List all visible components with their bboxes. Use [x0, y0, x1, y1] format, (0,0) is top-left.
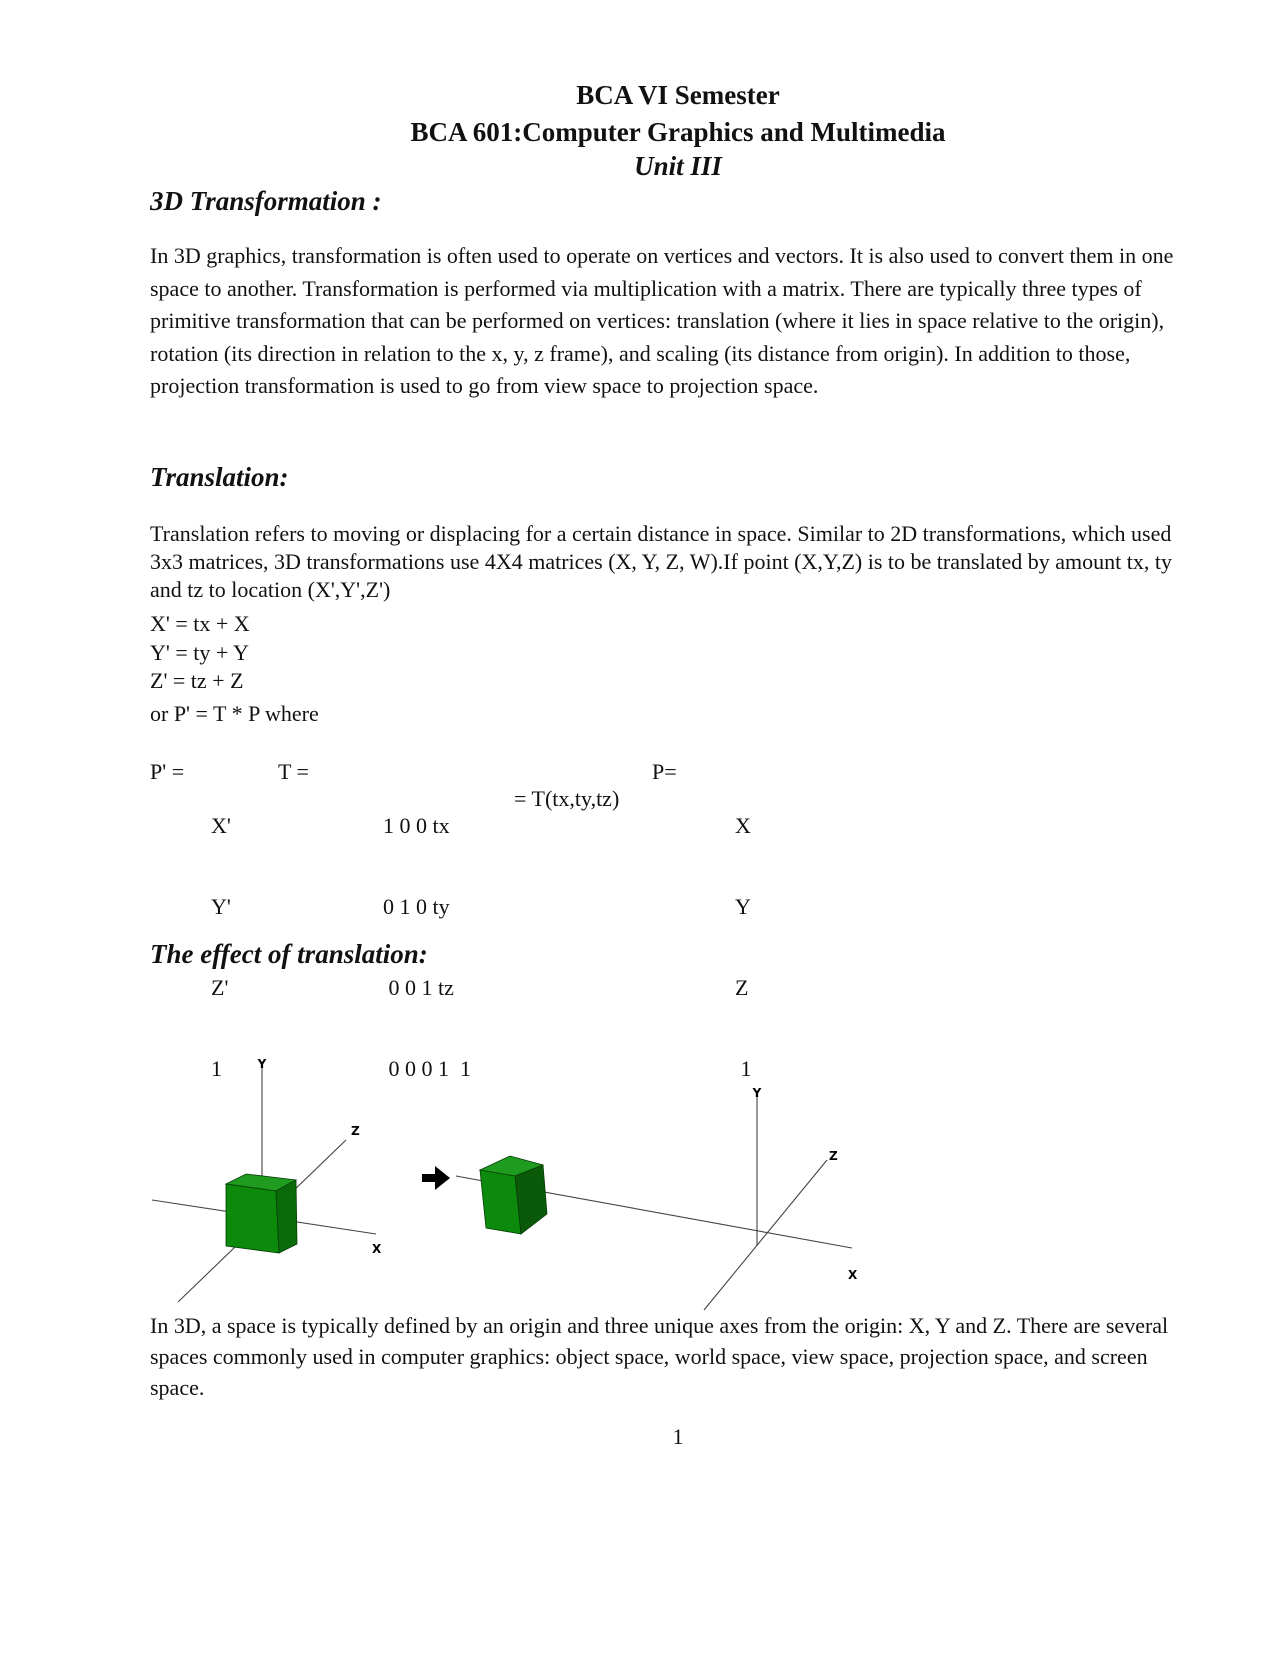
left-cube: [226, 1174, 297, 1253]
right-z-axis: [704, 1160, 827, 1310]
equation-x: X' = tx + X: [150, 611, 250, 636]
right-x-label: X: [848, 1268, 858, 1282]
translation-paragraph: Translation refers to moving or displacing for a certain distance in space. Similar to 2D transformations, which used 3x3 matrices, 3D transformations use 4X4 matrices (X, Y, Z, W).If point (X,Y,Z) is to be translated by amount tx, ty and tz to location (X',Y',Z'): [150, 521, 1172, 602]
transformation-paragraph: In 3D graphics, transformation is often used to operate on vertices and vectors. It is also used to convert them in one space to another. Transformation is performed via multiplication with a matrix. There are typically three types of primitive transformation that can be performed on vertices: translation (where it lies in space relative to the origin), rotation (its direction in relation to the x, y, z frame), and scaling (its distance from origin). In addition to those, projection transformation is used to go from view space to projection space.: [150, 243, 1174, 399]
right-cube: [480, 1156, 547, 1234]
translation-illustration: [140, 1050, 900, 1330]
p-entry: X: [735, 813, 751, 838]
p-entry: Z: [735, 975, 749, 1000]
p-label: P=: [652, 759, 677, 784]
unit-label: Unit III: [634, 151, 722, 181]
right-y-label: Y: [752, 1086, 762, 1100]
p-prime-entry: X': [211, 813, 231, 838]
left-z-label: Z: [351, 1124, 360, 1138]
section-title-translation: Translation:: [150, 462, 289, 492]
t-label: T =: [278, 759, 309, 784]
section-title-3d-transformation: 3D Transformation :: [150, 186, 382, 216]
section-title-effect: The effect of translation:: [150, 939, 428, 969]
p-entry: Y: [735, 894, 751, 919]
arrow-right-icon: [422, 1166, 450, 1190]
equation-y: Y' = ty + Y: [150, 639, 249, 665]
page-number: 1: [672, 1424, 684, 1449]
matrix-form-text: or P' = T * P where: [150, 701, 319, 726]
course-semester: BCA VI Semester: [576, 80, 780, 110]
p-prime-entry: Z': [211, 975, 229, 1000]
p-prime-entry: Y': [211, 894, 231, 919]
course-title: BCA 601:Computer Graphics and Multimedia: [410, 117, 946, 147]
left-x-label: X: [372, 1242, 382, 1256]
p-prime-label: P' =: [150, 759, 185, 784]
t-matrix-row: 0 0 0 1 1: [383, 1056, 471, 1081]
p-entry: 1: [735, 1056, 752, 1081]
left-y-label: Y: [257, 1057, 267, 1071]
t-function-label: = T(tx,ty,tz): [514, 786, 620, 811]
t-matrix-row: 0 0 1 tz: [383, 975, 454, 1000]
t-matrix-row: 1 0 0 tx: [383, 813, 450, 838]
spaces-paragraph: In 3D, a space is typically defined by an origin and three unique axes from the origin: X, Y and Z. There are several spaces commonly used in computer graphics: object space, world space, view space, projection space, and screen space.: [150, 1313, 1169, 1400]
p-prime-entry: 1: [211, 1056, 222, 1081]
t-matrix-row: 0 1 0 ty: [383, 894, 450, 919]
right-z-label: Z: [829, 1149, 838, 1163]
equation-z: Z' = tz + Z: [150, 668, 244, 693]
translation-equations: [150, 610, 250, 696]
